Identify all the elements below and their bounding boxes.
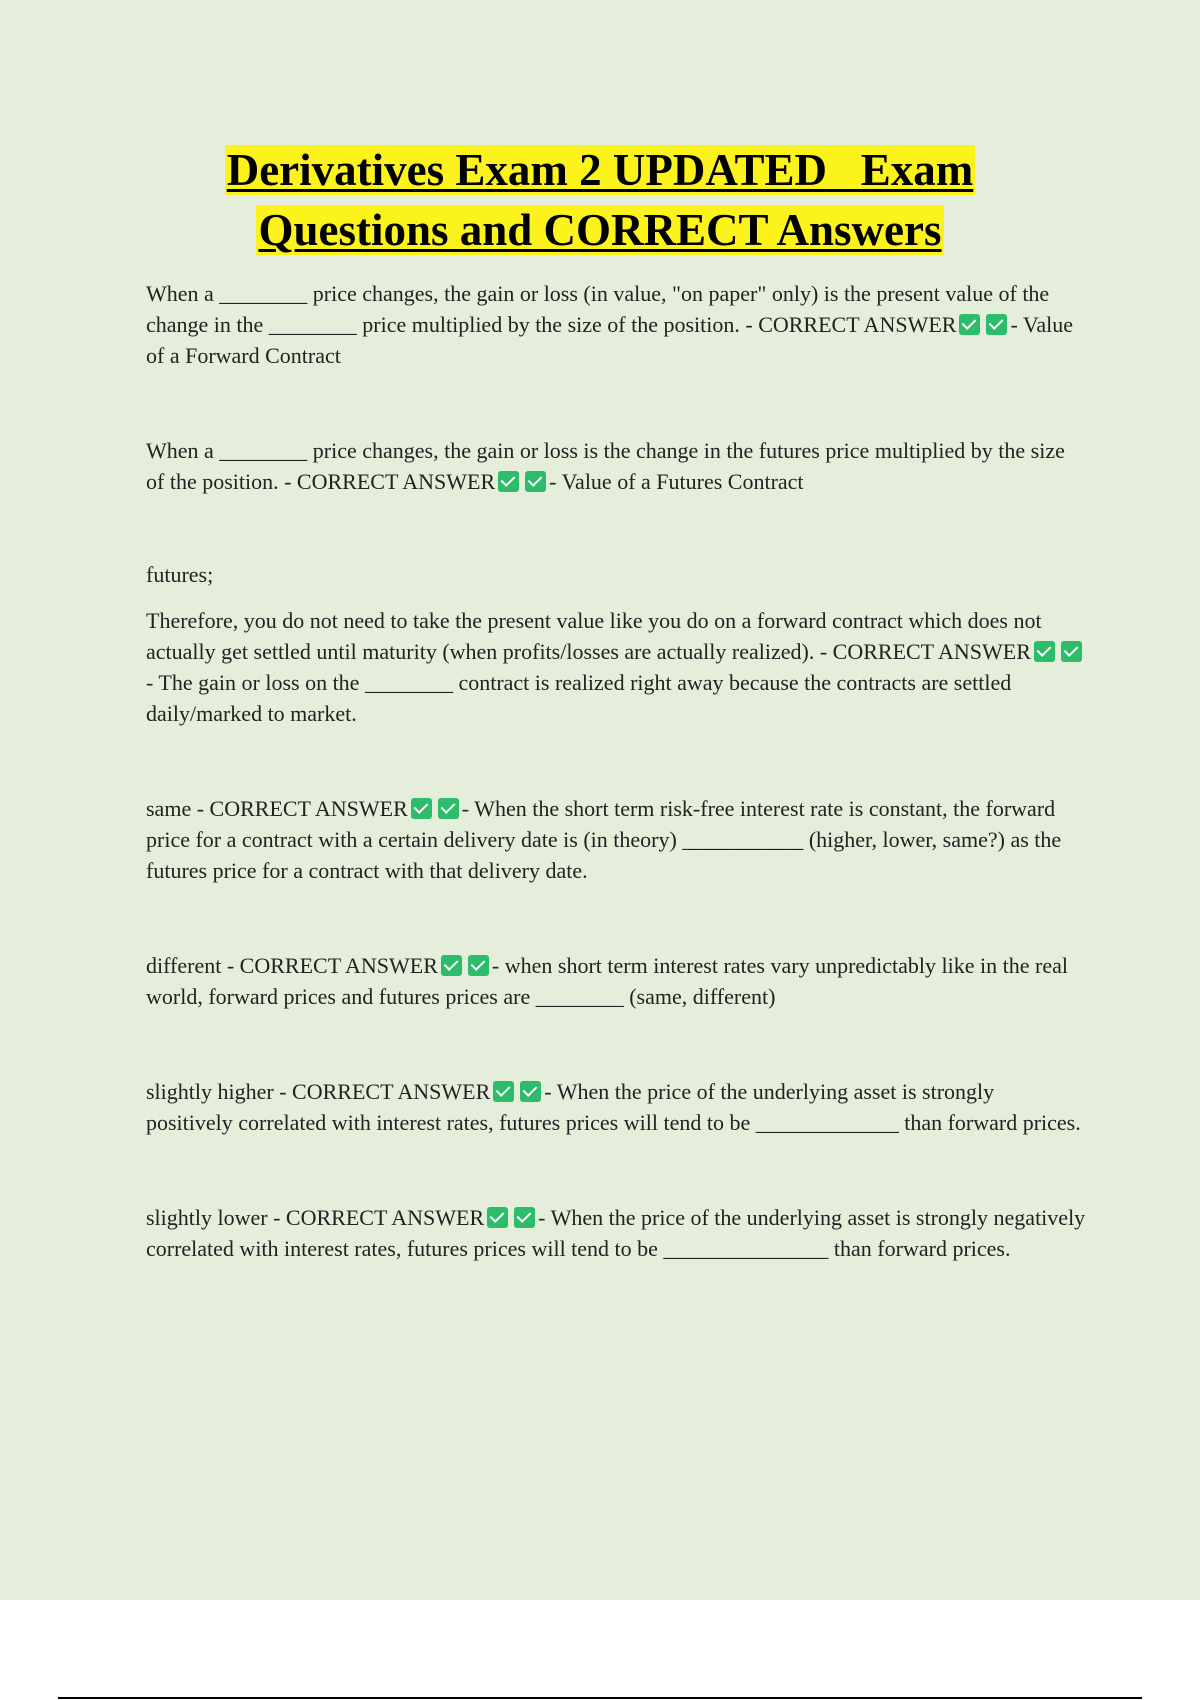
checkbox-checked-icon (514, 1207, 535, 1228)
checkbox-checked-icon (525, 471, 546, 492)
checkbox-checked-icon (487, 1207, 508, 1228)
question-text: - When the price of the underlying asset is strongly negatively correlated with interest rates, futures prices will tend to be _______________ than forward prices. (146, 1205, 1086, 1261)
answer-text: - Value of a Forward Contract (146, 312, 1073, 368)
checkbox-checked-icon (468, 955, 489, 976)
answer-text: - Value of a Futures Contract (549, 469, 804, 494)
checkbox-checked-icon (1061, 641, 1082, 662)
qa-entry-2 (146, 435, 1086, 497)
question-text: When a ________ price changes, the gain or loss is the change in the futures price multiplied by the size of the position. (146, 438, 1065, 494)
qa-entry-3 (146, 605, 1086, 729)
answer-text: slightly higher (146, 1079, 274, 1104)
answer-text: slightly lower (146, 1205, 268, 1230)
checkbox-checked-icon (1034, 641, 1055, 662)
answer-lead-text: futures; (146, 562, 214, 587)
question-text: Therefore, you do not need to take the present value like you do on a forward contract which does not actually get settled until maturity (when profits/losses are actually realized). (146, 608, 1042, 664)
checkbox-checked-icon (493, 1081, 514, 1102)
qa-list (146, 278, 1086, 1264)
correct-answer-label: - CORRECT ANSWER (221, 953, 438, 978)
qa-entry-3-lead (146, 559, 1086, 590)
correct-answer-label: - CORRECT ANSWER (267, 1205, 485, 1230)
correct-answer-label: - CORRECT ANSWER (739, 312, 957, 337)
title-line-1: Derivatives Exam 2 UPDATED Exam (226, 145, 974, 195)
checkbox-checked-icon (520, 1081, 541, 1102)
question-text: - when short term interest rates vary unpredictably like in the real world, forward prices and futures prices are ________ (same, different) (146, 953, 1068, 1009)
qa-entry-6 (146, 1076, 1086, 1138)
answer-text: different (146, 953, 222, 978)
title-line-2: Questions and CORRECT Answers (258, 205, 942, 255)
qa-entry-4 (146, 793, 1086, 886)
footer-divider (58, 1697, 1142, 1699)
checkbox-checked-icon (959, 314, 980, 335)
correct-answer-label: - CORRECT ANSWER (814, 639, 1031, 664)
checkbox-checked-icon (986, 314, 1007, 335)
correct-answer-label: - CORRECT ANSWER (278, 469, 496, 494)
answer-text: - The gain or loss on the ________ contract is realized right away because the contracts are settled daily/marked to market. (146, 670, 1012, 726)
checkbox-checked-icon (411, 798, 432, 819)
answer-text: same (146, 796, 192, 821)
correct-answer-label: - CORRECT ANSWER (191, 796, 408, 821)
qa-entry-1 (146, 278, 1086, 371)
correct-answer-label: - CORRECT ANSWER (273, 1079, 491, 1104)
checkbox-checked-icon (498, 471, 519, 492)
question-text: - When the short term risk-free interest rate is constant, the forward price for a contract with a certain delivery date is (in theory) ___________ (higher, lower, same?) as the futures price for a contract with that delivery date. (146, 796, 1062, 883)
question-text: - When the price of the underlying asset is strongly positively correlated with interest rates, futures prices will tend to be _____________ than forward prices. (146, 1079, 1081, 1135)
question-text: When a ________ price changes, the gain or loss (in value, "on paper" only) is the present value of the change in the ________ price multiplied by the size of the position. (146, 281, 1050, 337)
document-title (0, 140, 1200, 260)
checkbox-checked-icon (441, 955, 462, 976)
qa-entry-5 (146, 950, 1086, 1012)
checkbox-checked-icon (438, 798, 459, 819)
qa-entry-7 (146, 1202, 1086, 1264)
